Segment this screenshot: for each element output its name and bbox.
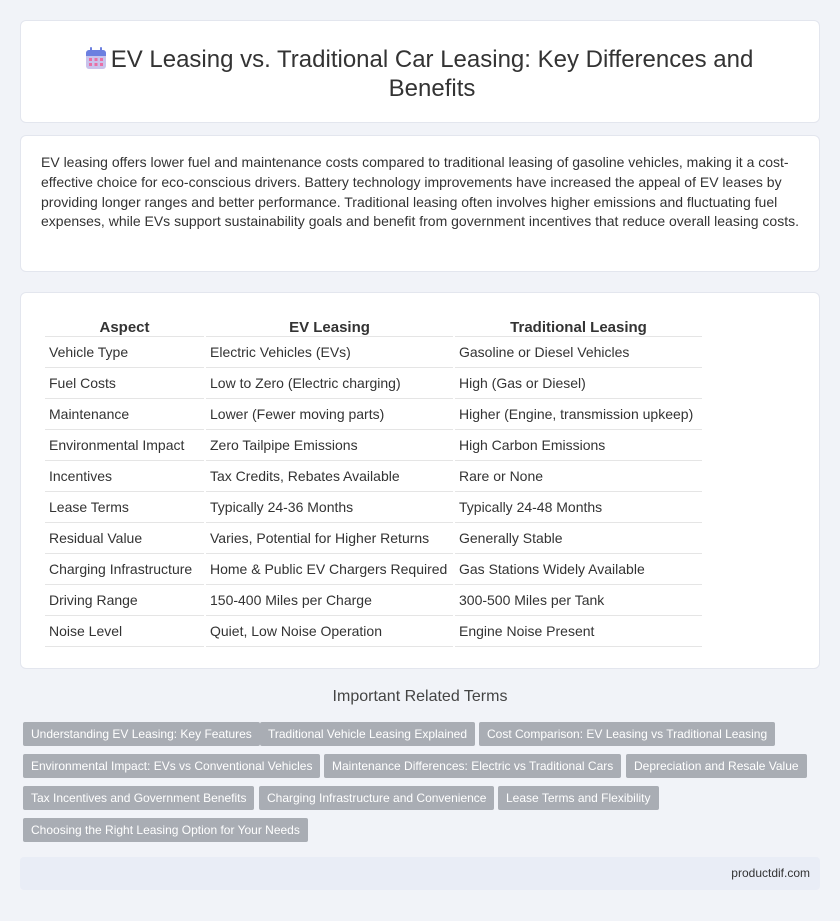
cell-traditional: Higher (Engine, transmission upkeep) [455, 399, 702, 430]
footer-site-link[interactable]: productdif.com [731, 866, 810, 880]
cell-traditional: Engine Noise Present [455, 616, 702, 647]
table-row [45, 554, 702, 585]
cell-ev: Varies, Potential for Higher Returns [206, 523, 453, 554]
page-title: EV Leasing vs. Traditional Car Leasing: Key Differences and Benefits [110, 46, 754, 102]
title-card [20, 20, 820, 123]
table-row [45, 585, 702, 616]
cell-traditional: Generally Stable [455, 523, 702, 554]
related-term-tag[interactable]: Tax Incentives and Government Benefits [23, 786, 254, 810]
table-row [45, 492, 702, 523]
cell-ev: Quiet, Low Noise Operation [206, 616, 453, 647]
cell-ev: 150-400 Miles per Charge [206, 585, 453, 616]
cell-ev: Typically 24-36 Months [206, 492, 453, 523]
cell-aspect: Incentives [45, 461, 204, 492]
table-row [45, 430, 702, 461]
related-term-tag[interactable]: Choosing the Right Leasing Option for Your Needs [23, 818, 308, 842]
cell-aspect: Charging Infrastructure [45, 554, 204, 585]
related-term-tag[interactable]: Traditional Vehicle Leasing Explained [260, 722, 475, 746]
intro-paragraph: EV leasing offers lower fuel and maintenance costs compared to traditional leasing of gasoline vehicles, making it a cost-effective choice for eco-conscious drivers. Battery technology improvements have increased the appeal of EV leases by providing longer ranges and better performance. Traditional leasing often involves higher emissions and fluctuating fuel expenses, while EVs support sustainability goals and benefit from government incentives that reduce overall leasing costs. [41, 154, 799, 230]
related-term-tag[interactable]: Maintenance Differences: Electric vs Traditional Cars [324, 754, 621, 778]
cell-ev: Electric Vehicles (EVs) [206, 337, 453, 368]
related-term-tag[interactable]: Environmental Impact: EVs vs Conventional Vehicles [23, 754, 320, 778]
cell-aspect: Fuel Costs [45, 368, 204, 399]
related-term-tag[interactable]: Charging Infrastructure and Convenience [259, 786, 494, 810]
cell-ev: Lower (Fewer moving parts) [206, 399, 453, 430]
header-traditional-leasing: Traditional Leasing [455, 315, 702, 337]
table-row [45, 368, 702, 399]
cell-traditional: High (Gas or Diesel) [455, 368, 702, 399]
cell-ev: Tax Credits, Rebates Available [206, 461, 453, 492]
cell-traditional: High Carbon Emissions [455, 430, 702, 461]
related-term-tag[interactable]: Depreciation and Resale Value [626, 754, 807, 778]
cell-ev: Home & Public EV Chargers Required [206, 554, 453, 585]
cell-traditional: Rare or None [455, 461, 702, 492]
footer [20, 857, 820, 890]
related-term-tag[interactable]: Lease Terms and Flexibility [498, 786, 659, 810]
related-term-tag[interactable]: Cost Comparison: EV Leasing vs Traditional Leasing [479, 722, 775, 746]
comparison-table [43, 315, 704, 647]
table-row [45, 399, 702, 430]
cell-aspect: Vehicle Type [45, 337, 204, 368]
table-row [45, 523, 702, 554]
cell-traditional: Gasoline or Diesel Vehicles [455, 337, 702, 368]
comparison-card [20, 292, 820, 669]
table-row [45, 337, 702, 368]
related-terms-title: Important Related Terms [332, 688, 508, 705]
header-aspect: Aspect [45, 315, 204, 337]
table-header-row [45, 315, 702, 337]
cell-ev: Zero Tailpipe Emissions [206, 430, 453, 461]
cell-traditional: Typically 24-48 Months [455, 492, 702, 523]
cell-aspect: Residual Value [45, 523, 204, 554]
table-row [45, 616, 702, 647]
cell-aspect: Maintenance [45, 399, 204, 430]
table-row [45, 461, 702, 492]
header-ev-leasing: EV Leasing [206, 315, 453, 337]
cell-aspect: Driving Range [45, 585, 204, 616]
related-term-tag[interactable]: Understanding EV Leasing: Key Features [23, 722, 260, 746]
cell-aspect: Noise Level [45, 616, 204, 647]
cell-aspect: Lease Terms [45, 492, 204, 523]
cell-traditional: 300-500 Miles per Tank [455, 585, 702, 616]
cell-traditional: Gas Stations Widely Available [455, 554, 702, 585]
cell-ev: Low to Zero (Electric charging) [206, 368, 453, 399]
intro-card [20, 135, 820, 272]
cell-aspect: Environmental Impact [45, 430, 204, 461]
